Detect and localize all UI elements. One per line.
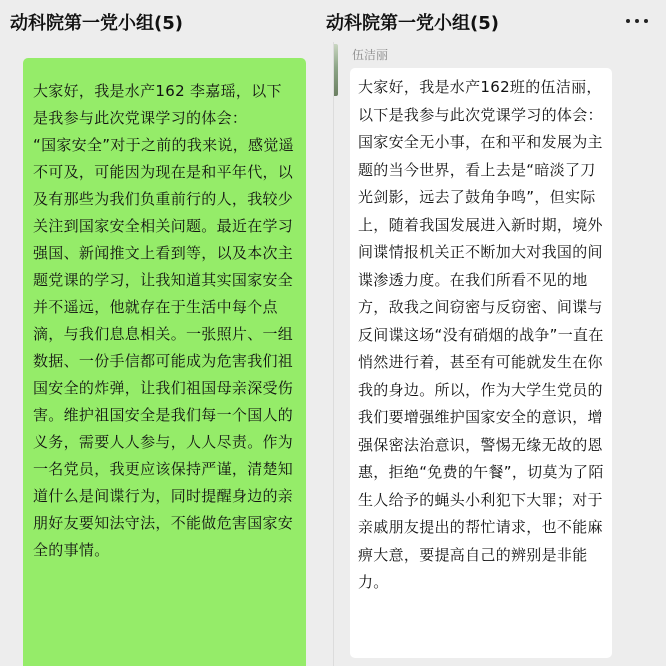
sent-message-bubble[interactable] <box>23 58 306 666</box>
dot <box>626 19 630 23</box>
message-text: 大家好，我是水产162班的伍洁丽，以下是我参与此次党课学习的体会：国家安全无小事，在和平和发展为主题的当今世界，看上去是“暗淡了刀光剑影，远去了鼓角争鸣”，但实际上，随着我国发展进入新时期，境外间谍情报机关正不断加大对我国的间谍渗透力度。在我们所看不见的地方，敌我之间窃密与反窃密、间谍与反间谍这场“没有硝烟的战争”一直在悄然进行着，甚至有可能就发生在你我的身边。所以，作为大学生党员的我们要增强维护国家安全的意识，增强保密法治意识，警惕无缘无故的恩惠，拒绝“免费的午餐”，切莫为了陌生人给予的蝇头小利犯下大罪；对于亲戚朋友提出的帮忙请求，也不能麻痹大意，要提高自己的辨别是非能力。 <box>358 78 604 591</box>
avatar[interactable] <box>334 44 338 96</box>
received-message-bubble[interactable] <box>350 68 612 658</box>
chat-title-left: 动科院第一党小组(5) <box>10 13 183 34</box>
message-text: 大家好，我是水产162 李嘉瑶，以下是我参与此次党课学习的体会： “国家安全”对于之前的我来说，感觉遥不可及，可能因为现在是和平年代，以及有那些为我们负重前行的人，我较少关注到国家安全相关问题。最近在学习强国、新闻推文上看到等，以及本次主题党课的学习，让我知道其实国家安全并不遥远，他就存在于生活中每个点滴，与我们息息相关。一张照片、一组数据、一份手信都可能成为危害我们祖国安全的炸弹，让我们祖国母亲深受伤害。维护祖国安全是我们每一个国人的义务，需要人人参与，人人尽责。作为一名党员，我更应该保持严谨，清楚知道什么是间谍行为，同时提醒身边的亲朋好友要知法守法，不能做危害国家安全的事情。 <box>33 82 294 559</box>
dot <box>644 19 648 23</box>
more-dots-icon[interactable] <box>626 18 648 24</box>
top-bar <box>0 0 666 42</box>
chat-title: 动科院第一党小组(5) <box>326 13 499 34</box>
right-chat-panel <box>334 42 666 666</box>
dot <box>635 19 639 23</box>
left-chat-panel <box>0 42 333 666</box>
sender-name: 伍洁丽 <box>352 48 389 62</box>
